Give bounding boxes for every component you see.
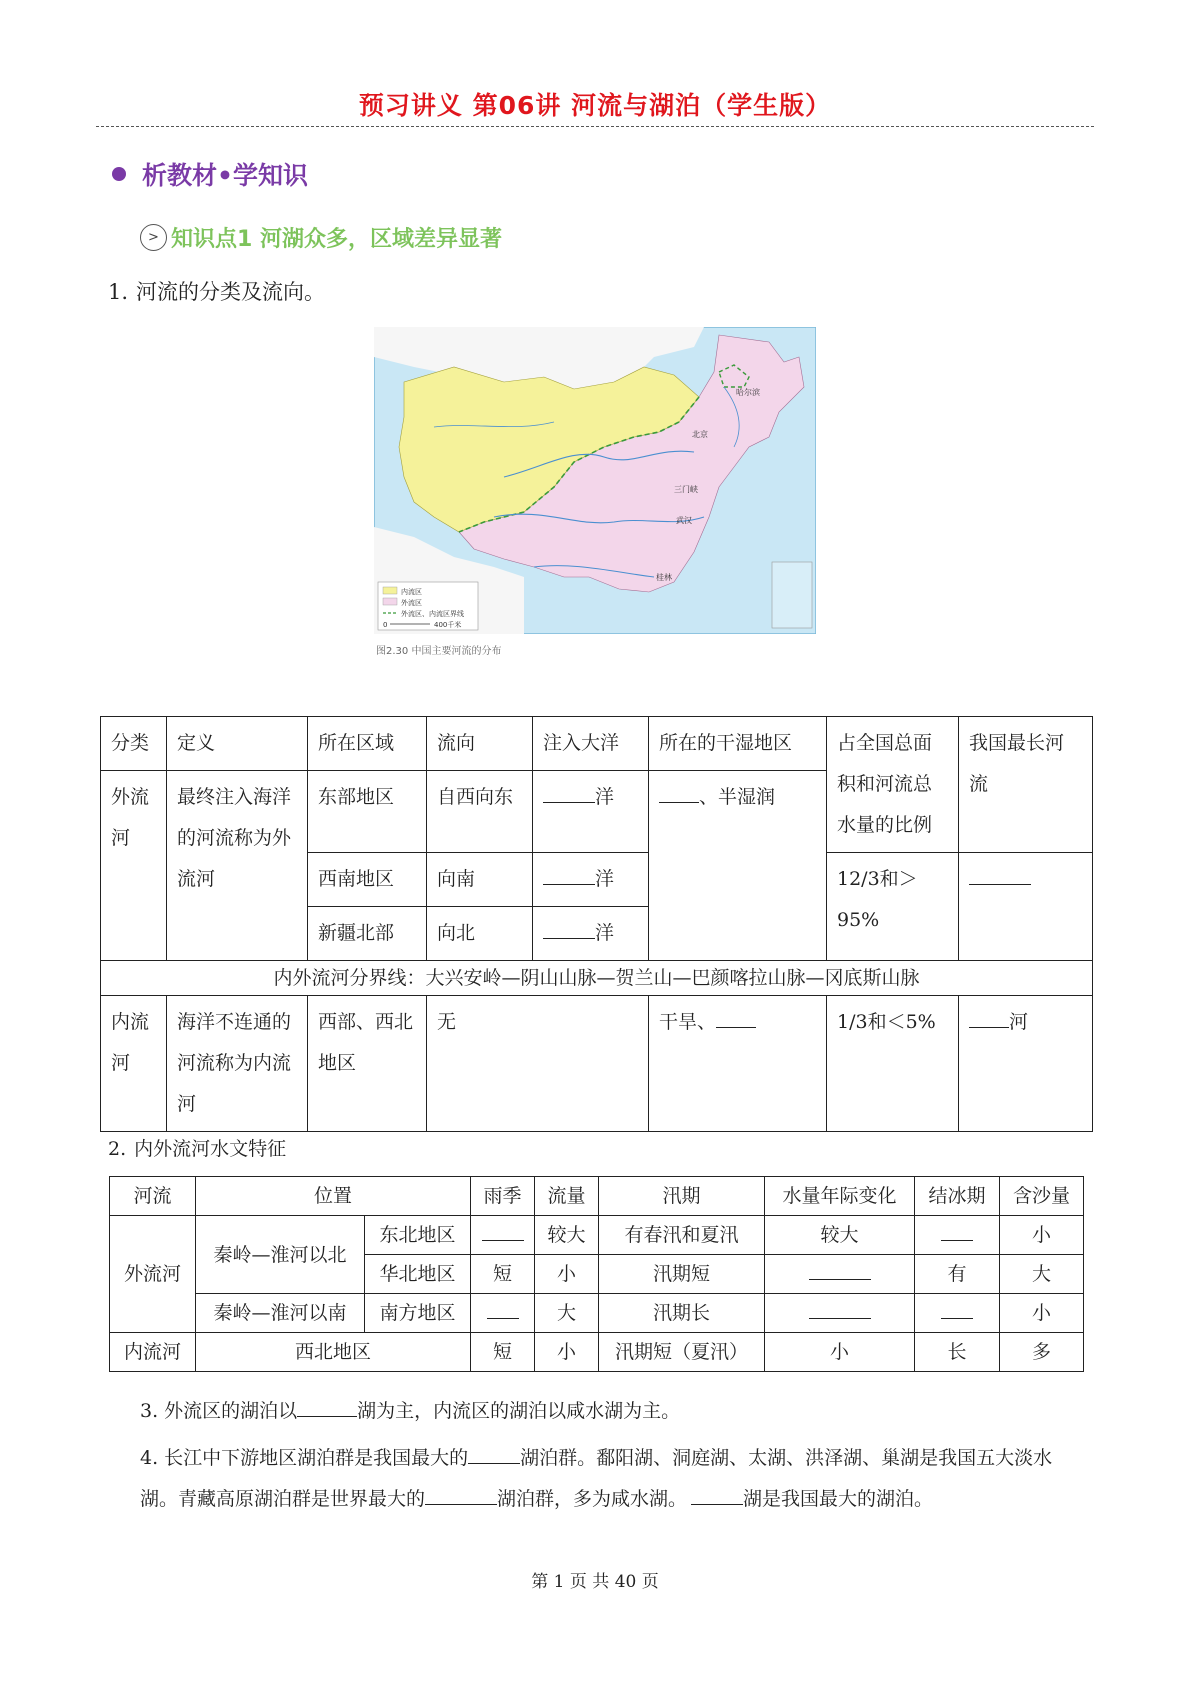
inner-type-cell: 内流河: [110, 1333, 196, 1372]
item-4-part4: 湖是我国最大的湖泊。: [743, 1488, 934, 1510]
flow-cell: 大: [535, 1294, 599, 1333]
river-classification-table: [100, 716, 1093, 1132]
blank-line: [659, 784, 699, 803]
humidity-cell: [649, 771, 827, 961]
ocean-suffix: 洋: [595, 922, 615, 944]
ice-cell: [915, 1294, 1000, 1333]
ocean-suffix: 洋: [595, 868, 615, 890]
map-label-beijing: 北京: [692, 430, 708, 439]
header-cell: 我国最长河流: [959, 717, 1093, 853]
item-4: [140, 1438, 1090, 1520]
boundary-row: 内外流河分界线：大兴安岭—阴山山脉—贺兰山—巴颜喀拉山脉—冈底斯山脉: [101, 961, 1093, 996]
ice-cell: 长: [915, 1333, 1000, 1372]
header-cell: 分类: [101, 717, 167, 771]
blank-line: [809, 1261, 871, 1280]
outer-type-cell: 外流河: [101, 771, 167, 961]
map-label-harbin: 哈尔滨: [736, 388, 760, 397]
ocean-suffix: 洋: [595, 786, 615, 808]
south-label-cell: 秦岭—淮河以南: [196, 1294, 365, 1333]
legend-scale-zero: 0: [383, 621, 388, 629]
header-cell: 河流: [110, 1177, 196, 1216]
rain-cell: [471, 1216, 535, 1255]
page-footer: 第 1 页 共 40 页: [531, 1572, 659, 1592]
item-2: [108, 1134, 286, 1164]
map-label-wuhan: 武汉: [676, 516, 692, 525]
legend-inner: 内流区: [401, 588, 422, 596]
blank-line: [543, 920, 595, 939]
inner-humidity-cell: [649, 996, 827, 1132]
sediment-cell: 大: [1000, 1255, 1084, 1294]
map-label-guilin: 桂林: [656, 573, 672, 582]
blank-line: [941, 1222, 973, 1241]
inner-definition-cell: 海洋不连通的河流称为内流河: [167, 996, 308, 1132]
flood-cell: 汛期短: [599, 1255, 765, 1294]
direction-cell: 向南: [427, 853, 533, 907]
flow-cell: 小: [535, 1333, 599, 1372]
section-heading: [112, 156, 308, 192]
title-divider: [96, 126, 1094, 127]
north-label-cell: 秦岭—淮河以北: [196, 1216, 365, 1294]
header-cell: 流向: [427, 717, 533, 771]
item-4-part3: 湖泊群，多为咸水湖。: [497, 1488, 688, 1510]
sediment-cell: 多: [1000, 1333, 1084, 1372]
humidity-suffix: 、半湿润: [699, 786, 776, 808]
header-cell: 注入大洋: [533, 717, 649, 771]
region-cell: 东北地区: [365, 1216, 471, 1255]
item-2-text: 内外流河水文特征: [134, 1138, 287, 1160]
variation-cell: [765, 1294, 915, 1333]
header-cell: 含沙量: [1000, 1177, 1084, 1216]
header-cell: 所在区域: [308, 717, 427, 771]
item-1-text: 河流的分类及流向。: [136, 280, 326, 304]
ice-cell: [915, 1216, 1000, 1255]
inner-type-cell: 内流河: [101, 996, 167, 1132]
map-caption: 图2.30 中国主要河流的分布: [376, 646, 502, 657]
inner-river-cell: [959, 996, 1093, 1132]
direction-cell: 向北: [427, 907, 533, 961]
inner-region-cell: 西部、西北地区: [308, 996, 427, 1132]
outer-label-cell: 外流河: [110, 1216, 196, 1333]
map-label-sanmenxia: 三门峡: [674, 485, 698, 494]
header-cell: 所在的干湿地区: [649, 717, 827, 771]
variation-cell: 小: [765, 1333, 915, 1372]
header-cell: 汛期: [599, 1177, 765, 1216]
outer-definition-cell: 最终注入海洋的河流称为外流河: [167, 771, 308, 961]
outer-ratio-cell: 12/3和＞95%: [827, 853, 959, 961]
header-cell: 占全国总面积和河流总水量的比例: [827, 717, 959, 853]
item-4-part2: 湖泊群。鄱阳湖、洞庭湖、太湖、洪泽湖、巢湖是我国五大淡水湖。青藏高原湖泊群是世界最大的: [140, 1447, 1053, 1510]
knowledge-point-heading: [140, 222, 502, 253]
blank-line: [543, 784, 595, 803]
region-cell: 西北地区: [196, 1333, 471, 1372]
blank-line: [969, 1009, 1009, 1028]
blank-line: [691, 1486, 743, 1505]
blank-line: [468, 1445, 520, 1464]
header-cell: 定义: [167, 717, 308, 771]
rain-cell: [471, 1294, 535, 1333]
region-cell: 华北地区: [365, 1255, 471, 1294]
blank-line: [716, 1009, 756, 1028]
region-cell: 新疆北部: [308, 907, 427, 961]
variation-cell: 较大: [765, 1216, 915, 1255]
header-cell: 水量年际变化: [765, 1177, 915, 1216]
item-4-part1: 4. 长江中下游地区湖泊群是我国最大的: [140, 1447, 469, 1469]
item-3-suffix: 湖为主，内流区的湖泊以咸水湖为主。: [357, 1400, 681, 1422]
region-cell: 东部地区: [308, 771, 427, 853]
inner-direction-cell: 无: [427, 996, 649, 1132]
blank-line: [482, 1222, 524, 1241]
inner-ratio-cell: 1/3和＜5%: [827, 996, 959, 1132]
item-2-number: 2.: [108, 1138, 127, 1160]
ocean-cell: [533, 771, 649, 853]
region-cell: 西南地区: [308, 853, 427, 907]
blank-line: [969, 866, 1031, 885]
legend-scale: 400千米: [434, 621, 462, 629]
rain-cell: 短: [471, 1333, 535, 1372]
item-3: [140, 1391, 680, 1432]
sediment-cell: 小: [1000, 1216, 1084, 1255]
flood-cell: 汛期短（夏汛）: [599, 1333, 765, 1372]
ocean-cell: [533, 907, 649, 961]
knowledge-point-title: 知识点1 河湖众多，区域差异显著: [171, 227, 502, 252]
variation-cell: [765, 1255, 915, 1294]
item-3-prefix: 3. 外流区的湖泊以: [140, 1400, 298, 1422]
blank-line: [297, 1398, 357, 1417]
header-cell: 流量: [535, 1177, 599, 1216]
river-suffix: 河: [1009, 1011, 1029, 1033]
sediment-cell: 小: [1000, 1294, 1084, 1333]
flow-cell: 小: [535, 1255, 599, 1294]
header-cell: 结冰期: [915, 1177, 1000, 1216]
flood-cell: 有春汛和夏汛: [599, 1216, 765, 1255]
direction-cell: 自西向东: [427, 771, 533, 853]
ice-cell: 有: [915, 1255, 1000, 1294]
blank-line: [425, 1486, 497, 1505]
blank-line: [809, 1300, 871, 1319]
header-cell: 位置: [196, 1177, 471, 1216]
blank-line: [941, 1300, 973, 1319]
flood-cell: 汛期长: [599, 1294, 765, 1333]
longest-river-cell: [959, 853, 1093, 961]
region-cell: 南方地区: [365, 1294, 471, 1333]
arrow-circle-icon: >: [140, 224, 167, 251]
section-title: 析教材•学知识: [142, 161, 308, 190]
bullet-dot-icon: [112, 167, 126, 181]
item-1-number: 1.: [108, 280, 129, 304]
china-river-map: [374, 327, 816, 634]
rain-cell: 短: [471, 1255, 535, 1294]
header-cell: 雨季: [471, 1177, 535, 1216]
blank-line: [543, 866, 595, 885]
item-1: [108, 276, 325, 306]
blank-line: [487, 1300, 519, 1319]
page-title: 预习讲义 第06讲 河流与湖泊（学生版）: [358, 91, 832, 120]
ocean-cell: [533, 853, 649, 907]
hydrology-table: [109, 1176, 1084, 1372]
south-sea-inset: [772, 562, 812, 628]
legend-outer: 外流区: [401, 599, 422, 607]
legend-boundary: 外流区、内流区界线: [401, 610, 464, 618]
humidity-prefix: 干旱、: [659, 1011, 717, 1033]
flow-cell: 较大: [535, 1216, 599, 1255]
